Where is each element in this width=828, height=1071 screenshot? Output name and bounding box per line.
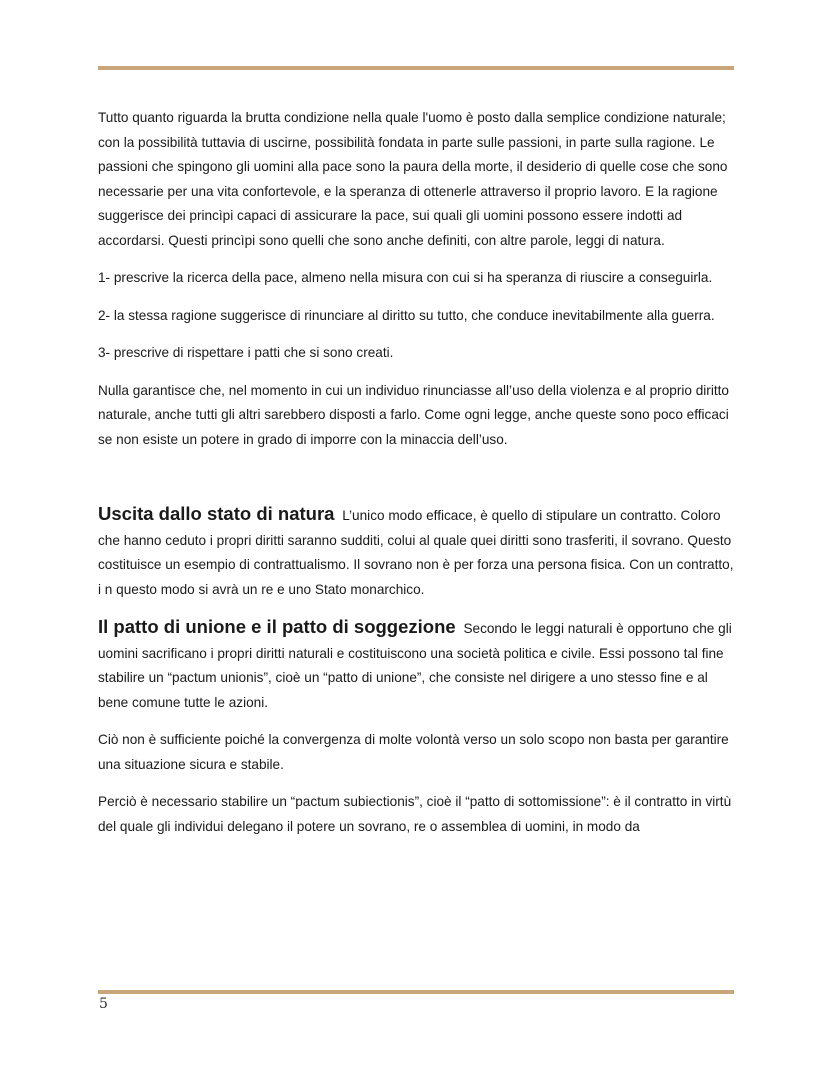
paragraph-intro: Tutto quanto riguarda la brutta condizione nella quale l'uomo è posto dalla semplice condizione naturale; con la possibilità tuttavia di uscirne, possibilità fondata in parte sulle passioni, in parte sulla ragione. Le passioni che spingono gli uomini alla pace sono la paura della morte, il desiderio di quelle cose che sono necessarie per una vita confortevole, e la speranza di ottenerle attraverso il proprio lavoro. E la ragione suggerisce dei princìpi capaci di assicurare la pace, sui quali gli uomini possono essere indotti ad accordarsi. Questi princìpi sono quelli che sono anche definiti, con altre parole, leggi di natura.: [98, 110, 728, 248]
paragraph-subiectionis: Perciò è necessario stabilire un “pactum subiectionis”, cioè il “patto di sottomissione”: è il contratto in virtù del quale gli individui delegano il potere un sovrano, re o assemblea di uomini, in modo da: [98, 794, 732, 834]
section-text-uscita: L’unico modo efficace, è quello di stipulare un contratto. Coloro che hanno ceduto i propri diritti saranno sudditi, colui al quale quei diritti sono trasferiti, il sovrano. Questo costituisce un esempio di contrattualismo. Il sovrano non è per forza una persona fisica. Con un contratto, i n questo modo si avrà un re e uno Stato monarchico.: [98, 508, 734, 597]
document-body: [98, 106, 738, 852]
paragraph-law-1: 1- prescrive la ricerca della pace, almeno nella misura con cui si ha speranza di riuscire a conseguirla.: [98, 270, 713, 285]
paragraph-guarantee: Nulla garantisce che, nel momento in cui un individuo rinunciasse all’uso della violenza e al proprio diritto naturale, anche tutti gli altri sarebbero disposti a farlo. Come ogni legge, anche queste sono poco efficaci se non esiste un potere in grado di imporre con la minaccia dell’uso.: [98, 382, 729, 447]
section-heading-patto: Il patto di unione e il patto di soggezione: [98, 616, 456, 637]
paragraph-convergenza: Ciò non è sufficiente poiché la convergenza di molte volontà verso un solo scopo non basta per garantire una situazione sicura e stabile.: [98, 732, 729, 772]
paragraph-law-3: 3- prescrive di rispettare i patti che si sono creati.: [98, 345, 394, 360]
section-spacer: [98, 465, 738, 502]
section-text-patto: Secondo le leggi naturali è opportuno che gli uomini sacrificano i propri diritti naturali e costituiscono una società politica e civile. Essi possono tal fine stabilire un “pactum unionis”, cioè un “patto di unione”, che consiste nel dirigere a uno stesso fine e al bene comune tutte le azioni.: [98, 621, 732, 710]
page-number: 5: [99, 996, 108, 1012]
section-heading-uscita: Uscita dallo stato di natura: [98, 503, 335, 524]
bottom-divider: [98, 990, 734, 994]
section-patto: [98, 615, 738, 715]
paragraph-law-2: 2- la stessa ragione suggerisce di rinunciare al diritto su tutto, che conduce inevitabilmente alla guerra.: [98, 307, 715, 323]
section-uscita: [98, 502, 738, 602]
top-divider: [98, 66, 734, 70]
